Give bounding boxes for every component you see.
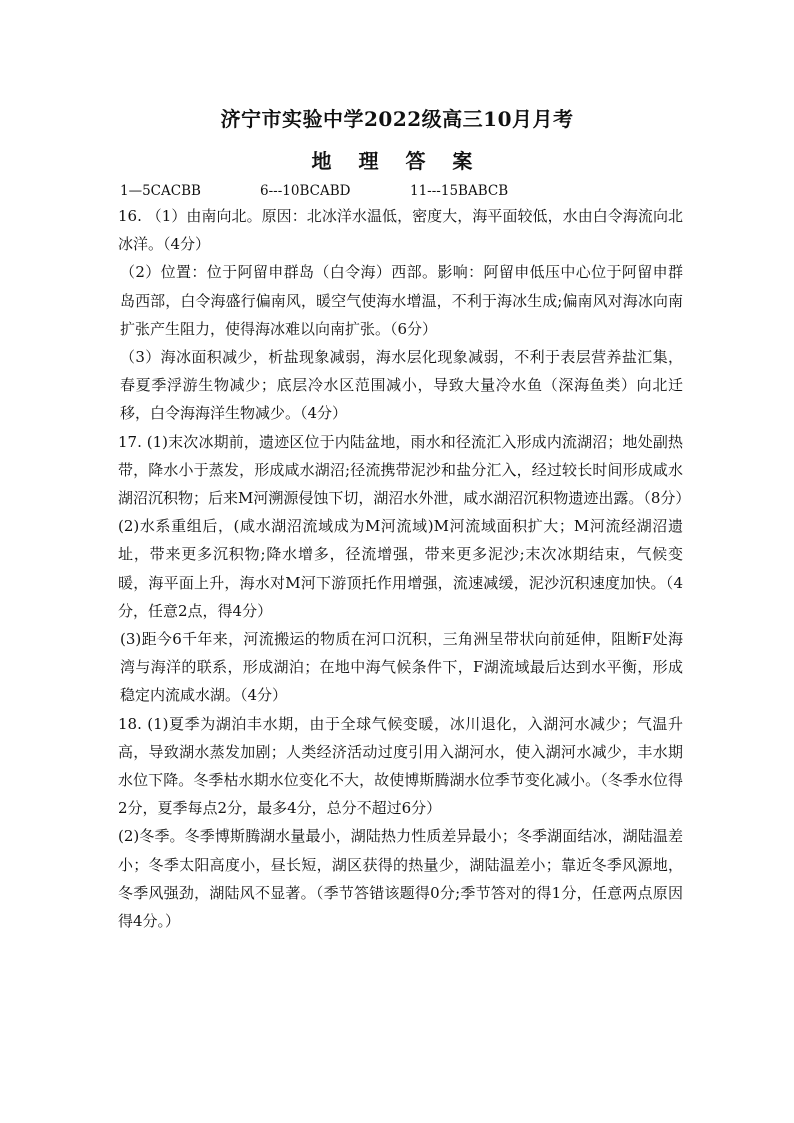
answers-6-10: 6---10BCABD [260, 183, 351, 199]
answer-17-2: (2)水系重组后，(咸水湖沼流域成为M河流域)M河流域面积扩大；M河流经湖沼遗址，带来更多沉积物;降水增多，径流增强，带来更多泥沙;末次冰期结束，气候变暖，海平面上升，海水对M河下游顶托作用增强，流速减缓，泥沙沉积速度加快。（4分，任意2点，得4分） [118, 517, 683, 620]
answer-16-3: （3）海冰面积减少，析盐现象减弱，海水层化现象减弱，不利于表层营养盐汇集，春夏季浮游生物减少；底层冷水区范围减小，导致大量冷水鱼（深海鱼类）向北迁移，白令海海洋生物减少。（4分） [120, 348, 683, 423]
answer-17-3: (3)距今6千年来，河流搬运的物质在河口沉积，三角洲呈带状向前延伸，阻断F处海湾与海洋的联系，形成湖泊；在地中海气候条件下，F湖流域最后达到水平衡，形成稳定内流咸水湖。（4分） [120, 630, 683, 705]
answer-18-1: 18. (1)夏季为湖泊丰水期，由于全球气候变暖，冰川退化，入湖河水减少；气温升高，导致湖水蒸发加剧；人类经济活动过度引用入湖河水，使入湖河水减少，丰水期水位下降。冬季枯水期水位变化不大，故使博斯腾湖水位季节变化减小。（冬季水位得2分，夏季每点2分，最多4分，总分不超过6分） [118, 714, 683, 818]
answer-16-2: （2）位置：位于阿留申群岛（白令海）西部。影响：阿留申低压中心位于阿留申群岛西部，白令海盛行偏南风，暖空气使海水增温，不利于海冰生成;偏南风对海冰向南扩张产生阻力，使得海冰难以向南扩张。（6分） [120, 263, 683, 338]
page-title: 济宁市实验中学2022级高三10月月考 [220, 107, 574, 131]
answer-content [118, 202, 691, 935]
answers-1-5: 1—5CACBB [120, 183, 201, 199]
answer-18-2: (2)冬季。冬季博斯腾湖水量最小，湖陆热力性质差异最小；冬季湖面结冰，湖陆温差小；冬季太阳高度小，昼长短，湖区获得的热量少，湖陆温差小；靠近冬季风源地，冬季风强劲，湖陆风不显著。（季节答错该题得0分;季节答对的得1分，任意两点原因得4分。） [118, 827, 683, 931]
answer-17-1: 17. (1)末次冰期前，遗迹区位于内陆盆地，雨水和径流汇入形成内流湖沼；地处副热带，降水小于蒸发，形成咸水湖沼;径流携带泥沙和盐分汇入，经过较长时间形成咸水湖沼沉积物；后来M河溯源侵蚀下切，湖沼水外泄，咸水湖沼沉积物遗迹出露。（8分） [118, 432, 691, 508]
answer-16-1: 16. （1）由南向北。原因：北冰洋水温低，密度大，海平面较低，水由白令海流向北冰洋。（4分） [118, 207, 683, 254]
answers-11-15: 11---15BABCB [410, 183, 509, 199]
page-subtitle: 地 理 答 案 [311, 149, 483, 173]
